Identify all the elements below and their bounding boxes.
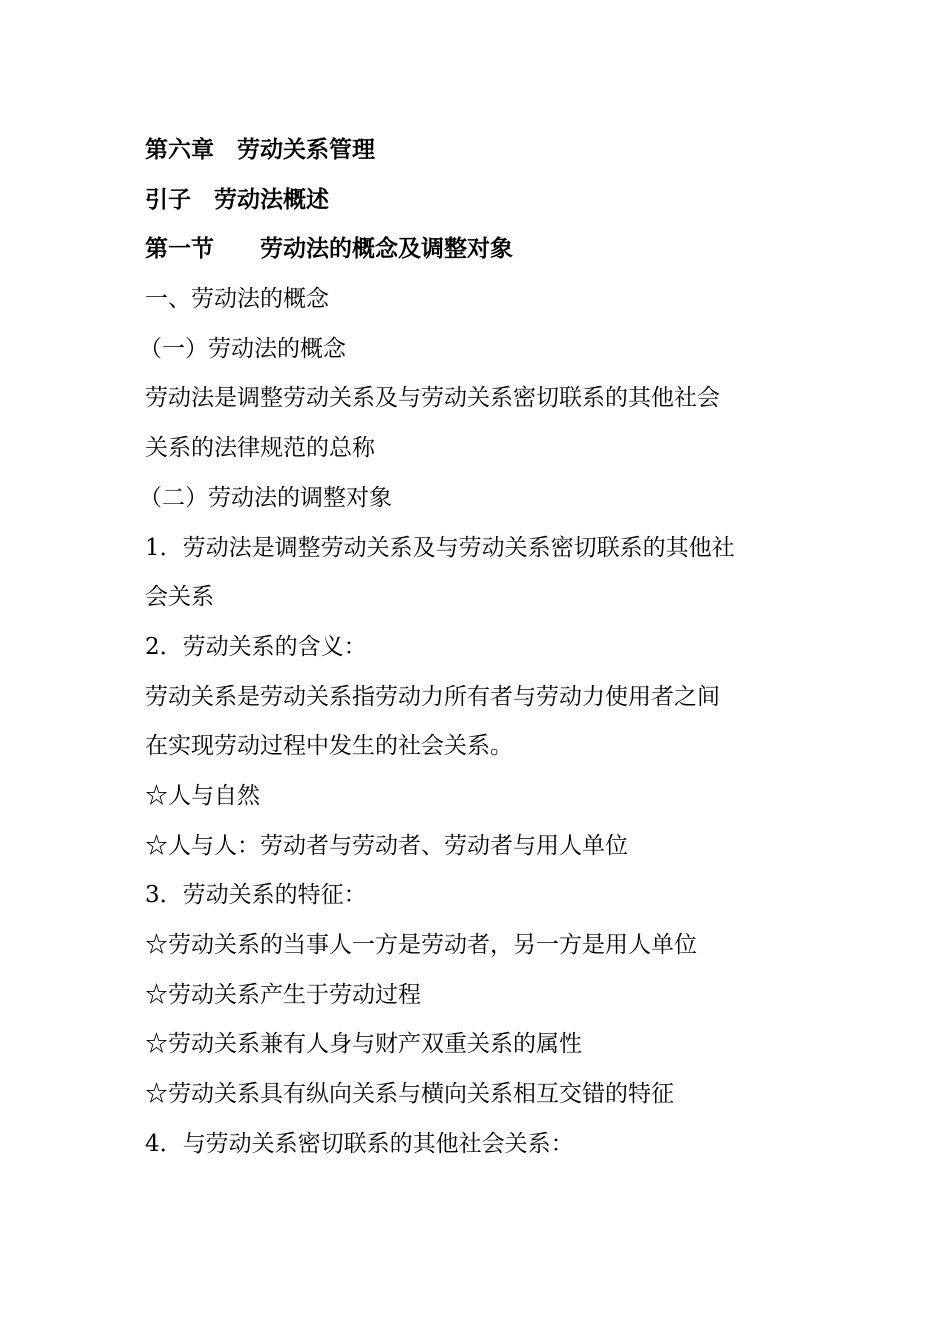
subheading-concept-1: （一）劳动法的概念 [139,335,346,362]
list-item-1: 1．劳动法是调整劳动关系及与劳动关系密切联系的其他社 [145,534,735,561]
section-title: 第一节 劳动法的概念及调整对象 [145,236,513,263]
paragraph-line: 劳动关系是劳动关系指劳动力所有者与劳动力使用者之间 [145,683,720,710]
paragraph-line: 关系的法律规范的总称 [145,435,375,462]
chapter-title: 第六章 劳动关系管理 [145,137,375,163]
paragraph-line: 劳动法是调整劳动关系及与劳动关系密切联系的其他社会 [145,385,720,412]
document-body [139,126,825,1169]
paragraph-line: 会关系 [145,584,214,611]
star-item: ☆劳动关系产生于劳动过程 [145,981,421,1008]
intro-title: 引子 劳动法概述 [145,186,329,213]
list-item-3: 3．劳动关系的特征： [145,882,367,909]
star-item: ☆人与自然 [145,782,260,809]
star-item: ☆人与人：劳动者与劳动者、劳动者与用人单位 [145,832,628,859]
subheading-scope: （二）劳动法的调整对象 [139,484,392,511]
list-item-4: 4．与劳动关系密切联系的其他社会关系： [145,1130,574,1157]
list-item-2: 2．劳动关系的含义： [145,633,367,660]
star-item: ☆劳动关系兼有人身与财产双重关系的属性 [145,1031,582,1058]
subheading-concept: 一、劳动法的概念 [145,286,329,313]
paragraph-line: 在实现劳动过程中发生的社会关系。 [145,733,513,760]
star-item: ☆劳动关系的当事人一方是劳动者，另一方是用人单位 [145,932,697,958]
star-item: ☆劳动关系具有纵向关系与横向关系相互交错的特征 [145,1081,674,1108]
